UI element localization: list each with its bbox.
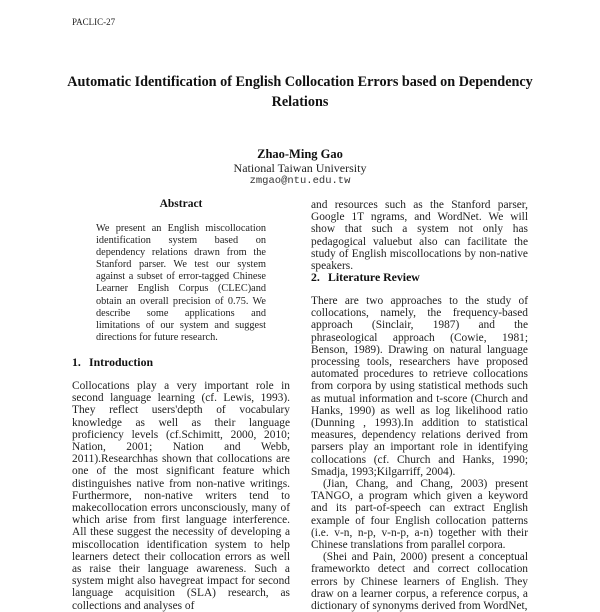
literature-review-body [311, 295, 528, 612]
paragraph: Collocations play a very important role in second language learning (cf. Lewis, 1993). They reflect users'depth of vocabulary knowledge as well as their language proficiency levels (cf.Schimitt, 2000, 2010; Nation, 2001; Nation and Webb, 2011).Researchhas shown that collocations are one of the most significant feature which distinguishes native from non-native writings. Furthermore, non-native writers tend to makecollocation errors unconsciously, many of which arise from first language interference. All these suggest the necessity of developing a miscollocation identification system to help learners detect their collocation errors as well as raise their language awareness. Such a system might also havegreat impact for second language acquisition (SLA) research, as collections and analyses of [72, 380, 290, 612]
conference-label: PACLIC-27 [72, 17, 116, 27]
section-title: Literature Review [328, 270, 420, 284]
section-title: Introduction [89, 355, 154, 369]
paragraph: and resources such as the Stanford parser, Google 1T ngrams, and WordNet. We will show that such a system not only has pedagogical valuebut also can facilitate the study of English miscollocations by non-native speakers. [311, 199, 528, 273]
section-heading-literature-review [311, 270, 528, 285]
introduction-body [72, 380, 290, 612]
section-heading-introduction [72, 355, 290, 370]
author-affiliation: National Taiwan University [233, 161, 367, 175]
abstract-text: We present an English miscollocation identification system based on dependency relations drawn from the Stanford parser. We test our system against a subset of error-tagged Chinese Learner English Corpus (CLEC)and obtain an overall precision of 0.75. We describe some applications and limitations of our system and suggest directions for future research. [96, 223, 266, 343]
author-name: Zhao-Ming Gao [257, 147, 343, 161]
author-email: zmgao@ntu.edu.tw [249, 175, 351, 187]
section-number: 2. [311, 270, 320, 284]
paragraph: (Jian, Chang, and Chang, 2003) present TANGO, a program which given a keyword and its part-of-speech can extract English example of four English collocation patterns (i.e. v-n, n-p, v-n-p, a-n) together with their Chinese translations from parallel corpora. [311, 478, 528, 552]
paragraph: (Shei and Pain, 2000) present a conceptual frameworkto detect and correct collocation errors by Chinese learners of English. They draw on a learner corpus, a reference corpus, a dictionary of synonyms derived from WordNet, [311, 551, 528, 612]
section-number: 1. [72, 355, 81, 369]
paper-title: Automatic Identification of English Collocation Errors based on Dependency Relations [67, 74, 533, 110]
abstract-heading: Abstract [159, 198, 203, 210]
paragraph: There are two approaches to the study of collocations, namely, the frequency-based approach (Sinclair, 1987) and the phraseological approach (Cowie, 1981; Benson, 1989). Drawing on natural language processing tools, researchers have proposed automated procedures to retrieve collocations from corpora by using statistical methods such as mutual information and t-score (Church and Hanks, 1990) as well as log likelihood ratio (Dunning , 1993).In addition to statistical measures, dependency relations derived from parsers play an important role in identifying collocations (cf. Church and Hanks, 1990; Smadja, 1993;Kilgarriff, 2004). [311, 295, 528, 478]
introduction-continuation [311, 199, 528, 272]
